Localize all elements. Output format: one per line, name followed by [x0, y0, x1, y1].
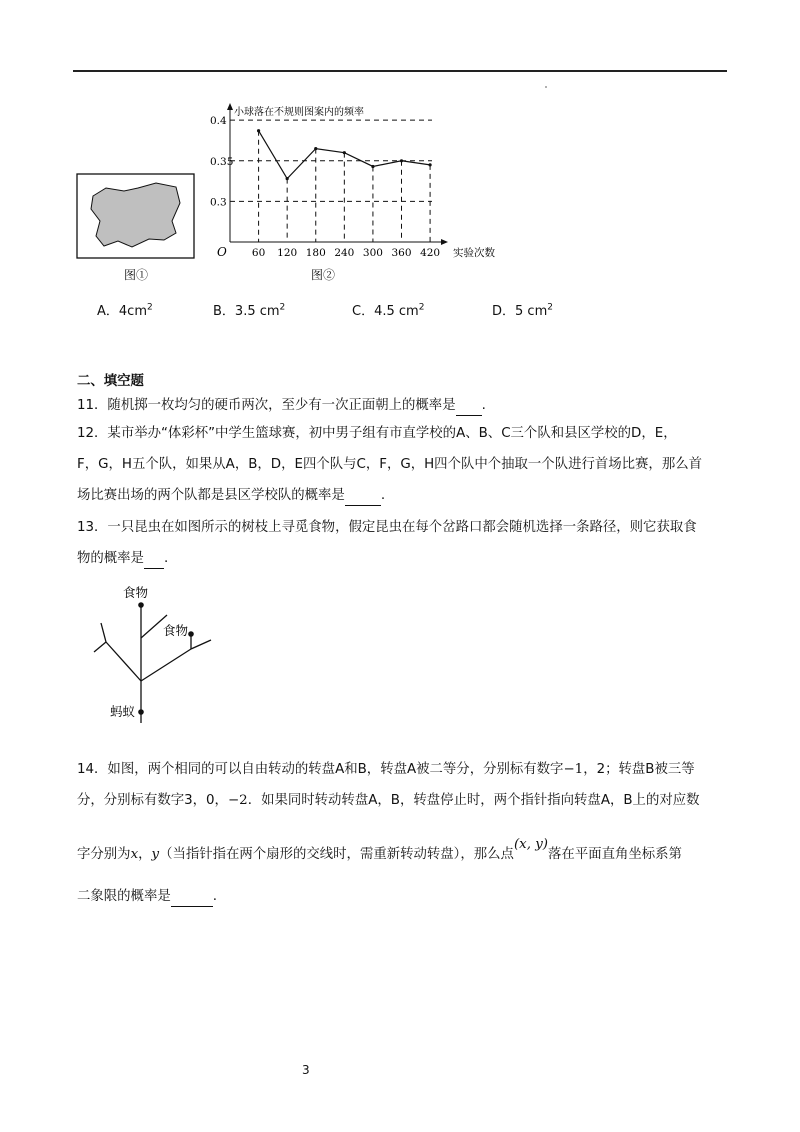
section-title: 二、填空题: [77, 374, 144, 389]
q13-line2: [77, 550, 168, 569]
x-axis-arrow: [441, 239, 448, 245]
option-b-value: 3.5 cm: [234, 304, 280, 319]
q14-var-y: y: [151, 847, 160, 862]
question-11: [77, 397, 486, 416]
ant-label: 蚂蚁: [110, 704, 136, 719]
x-tick-label: 360: [391, 247, 412, 259]
q14-var-x: x: [130, 847, 139, 862]
chart-title: 小球落在不规则图案内的频率: [234, 107, 364, 118]
q14-l1c: ，2；转盘B被三等: [583, 762, 695, 777]
q14-l3sep: ，: [138, 847, 152, 862]
q12-end: .: [380, 488, 386, 503]
option-a-sup: 2: [147, 302, 153, 313]
page-number: 3: [302, 1063, 310, 1077]
y-tick-label: 0.4: [210, 115, 227, 128]
option-a-letter: A．: [97, 304, 119, 319]
irregular-shape: [91, 183, 180, 247]
food-right-label: 食物: [163, 623, 189, 638]
q14-l2c: ．如果同时转动转盘A，B，转盘停止时，两个指针指向转盘A，B上的对应数: [247, 793, 700, 808]
q14-l3c: 落在平面直角坐标系第: [548, 847, 682, 862]
option-c-value: 4.5 cm: [374, 304, 419, 319]
option-c-letter: C．: [352, 304, 375, 319]
q12-line3: [77, 487, 385, 506]
q14-l4: 二象限的概率是: [77, 889, 171, 904]
q13-end: .: [163, 551, 169, 566]
q14-answer-blank[interactable]: [171, 888, 213, 907]
figure2-caption: 图②: [311, 268, 336, 282]
header-rule: [73, 70, 727, 72]
x-axis-label: 实验次数: [453, 247, 495, 259]
q13-text: 物的概率是: [77, 551, 144, 566]
x-tick-label: 120: [277, 247, 298, 259]
q14-l1a: 14．如图，两个相同的可以自由转动的转盘A和B，转盘A被二等分，分别标有数字: [77, 762, 564, 777]
frequency-data-point: [428, 163, 431, 166]
food-top-dot: [138, 602, 144, 608]
x-tick-label: 420: [420, 247, 441, 259]
left-branch: [106, 642, 141, 681]
option-d[interactable]: [492, 300, 553, 319]
q14-l3b: （当指针指在两个扇形的交线时，需重新转动转盘），那么点: [159, 847, 514, 862]
frequency-data-point: [343, 151, 346, 154]
tree-branch-figure: [88, 580, 238, 730]
food-top-label: 食物: [123, 585, 149, 600]
frequency-data-point: [257, 129, 260, 132]
q12-answer-blank[interactable]: [345, 487, 381, 506]
q14-end: .: [212, 889, 217, 904]
frequency-data-point: [314, 147, 317, 150]
left-branch-twig-lower: [94, 642, 106, 652]
q14-line4: [77, 888, 217, 907]
right-branch-twig: [191, 640, 211, 649]
option-b-sup: 2: [279, 302, 286, 313]
option-a[interactable]: [97, 300, 153, 319]
q13-answer-blank[interactable]: [144, 550, 164, 569]
y-tick-label: 0.35: [210, 155, 234, 168]
figure1-caption: 图①: [124, 268, 149, 282]
option-c[interactable]: [352, 300, 424, 319]
frequency-chart: [210, 98, 495, 268]
scan-speck: [545, 86, 547, 88]
q14-line2: [77, 792, 700, 810]
frequency-data-point: [286, 177, 289, 180]
ant-dot: [138, 709, 144, 715]
q11-text: 11．随机掷一枚均匀的硬币两次，至少有一次正面朝上的概率是: [77, 398, 456, 413]
y-tick-label: 0.3: [210, 196, 227, 209]
q12-text: 场比赛出场的两个队都是县区学校队的概率是: [77, 488, 345, 503]
q12-line1: 12．某市举办“体彩杯”中学生篮球赛，初中男子组有市直学校的A、B、C三个队和县区学校的D，E，: [77, 426, 677, 441]
q13-line1: 13．一只昆虫在如图所示的树枝上寻觅食物，假定昆虫在每个岔路口都会随机选择一条路径，则它获取食: [77, 520, 697, 535]
q14-point: (x, y): [513, 837, 549, 852]
left-branch-twig-upper: [101, 623, 106, 642]
frequency-data-point: [371, 165, 374, 168]
option-d-letter: D．: [492, 304, 516, 319]
origin-label: O: [217, 245, 227, 259]
q14-l2a: 分，分别标有数字3，0，: [77, 793, 228, 808]
q11-end: .: [481, 398, 486, 413]
x-tick-label: 300: [362, 247, 383, 259]
option-d-value: 5 cm: [515, 304, 548, 319]
x-tick-label: 60: [251, 247, 266, 259]
q14-line3: [77, 837, 682, 864]
irregular-shape-figure: [76, 173, 196, 261]
food-right-dot: [188, 631, 194, 637]
option-a-value: 4cm: [118, 304, 147, 319]
q14-l3a: 字分别为: [77, 847, 131, 862]
option-c-sup: 2: [418, 302, 425, 313]
y-axis-arrow: [227, 103, 233, 110]
q11-answer-blank[interactable]: [456, 397, 482, 416]
q14-minus-two: −2: [227, 793, 248, 808]
right-branch: [141, 649, 191, 681]
q12-line2: F，G，H五个队，如果从A，B，D，E四个队与C，F，G，H四个队中个抽取一个队进行首场比赛，那么首: [77, 457, 702, 472]
option-d-sup: 2: [547, 302, 553, 313]
frequency-data-point: [400, 159, 403, 162]
x-tick-label: 240: [334, 247, 355, 259]
option-b-letter: B．: [213, 304, 235, 319]
q14-minus-one: −1: [563, 762, 584, 777]
option-b[interactable]: [213, 300, 285, 319]
q14-line1: [77, 761, 695, 779]
x-tick-label: 180: [305, 247, 326, 259]
